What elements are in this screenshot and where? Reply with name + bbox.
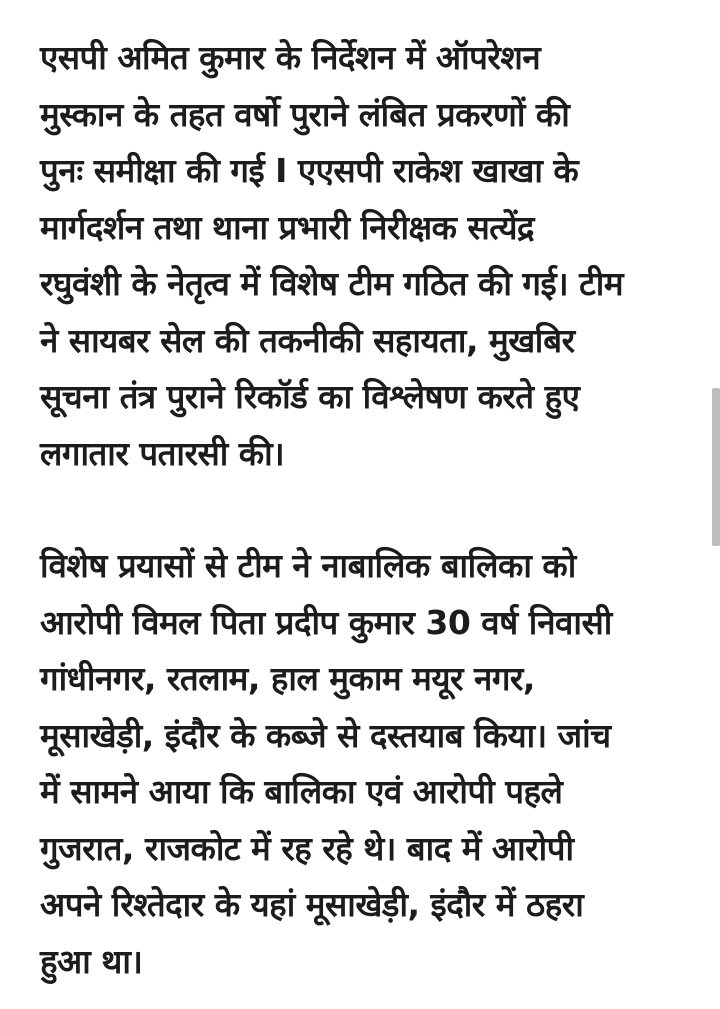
paragraph-line: गांधीनगर, रतलाम, हाल मुकाम मयूर नगर,	[40, 659, 535, 698]
paragraph-line: मूसाखेड़ी, इंदौर के कब्जे से दस्तयाब किया। जांच	[40, 715, 611, 755]
paragraph-line: आरोपी विमल पिता प्रदीप कुमार 30 वर्ष निवासी	[40, 602, 612, 642]
paragraph-line: एसपी अमित कुमार के निर्देशन में ऑपरेशन	[40, 38, 541, 77]
paragraph-operation-muskan	[40, 30, 690, 482]
paragraph-line: रघुवंशी के नेतृत्व में विशेष टीम गठित की गई। टीम	[40, 264, 624, 303]
paragraph-line: गुजरात, राजकोट में रह रहे थे। बाद में आरोपी	[40, 828, 574, 868]
scrollbar-thumb[interactable]	[712, 388, 720, 546]
article-body	[40, 30, 690, 990]
paragraph-spacer	[40, 482, 690, 538]
paragraph-line: सूचना तंत्र पुराने रिकॉर्ड का विश्लेषण करते हुए	[40, 377, 580, 416]
paragraph-line: हुआ था।	[40, 941, 143, 981]
paragraph-line: लगातार पतारसी की।	[40, 433, 285, 473]
paragraph-line: ने सायबर सेल की तकनीकी सहायता, मुखबिर	[40, 320, 575, 360]
paragraph-line: मुस्कान के तहत वर्षो पुराने लंबित प्रकरणों की	[40, 94, 570, 134]
paragraph-line: अपने रिश्तेदार के यहां मूसाखेड़ी, इंदौर में ठहरा	[40, 885, 584, 924]
paragraph-line: विशेष प्रयासों से टीम ने नाबालिक बालिका को	[40, 546, 576, 585]
paragraph-line: पुनः समीक्षा की गई I एएसपी राकेश खाखा के	[40, 151, 579, 190]
paragraph-recovery	[40, 538, 690, 990]
paragraph-line: मार्गदर्शन तथा थाना प्रभारी निरीक्षक सत्येंद्र	[40, 207, 535, 247]
paragraph-line: में सामने आया कि बालिका एवं आरोपी पहले	[40, 772, 563, 811]
